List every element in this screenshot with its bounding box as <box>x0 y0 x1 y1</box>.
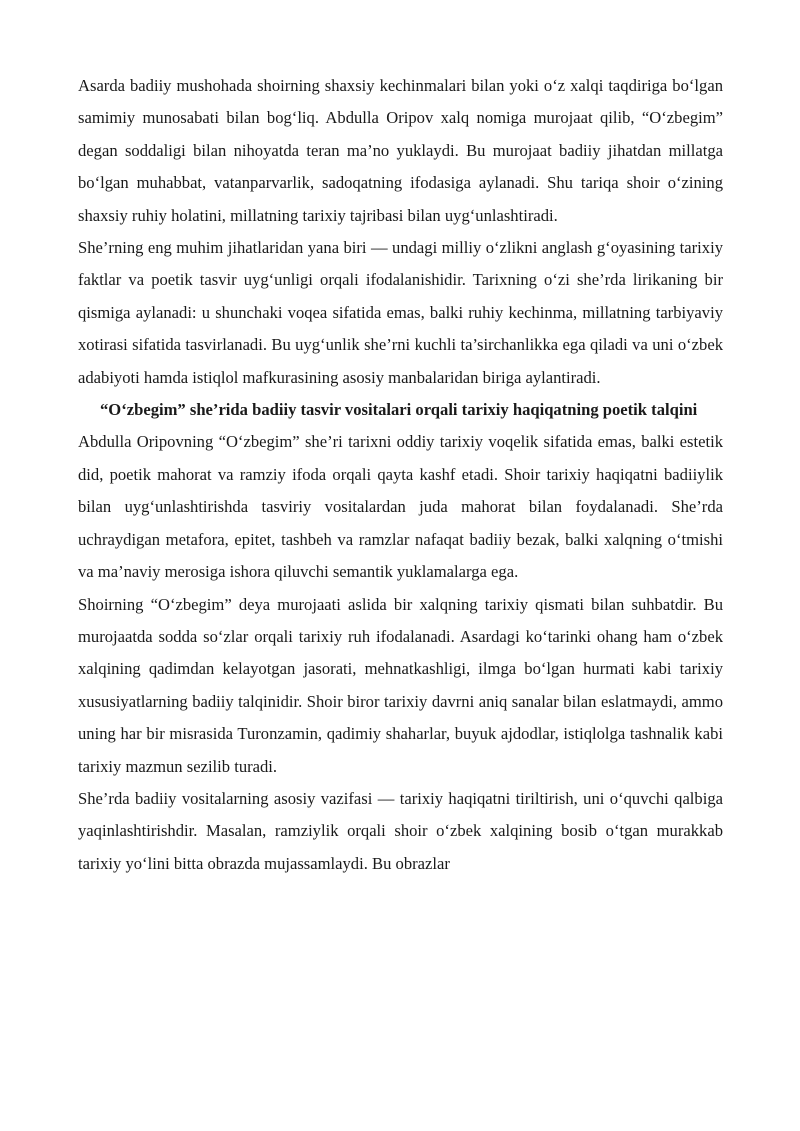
section-heading <box>78 394 723 426</box>
section-heading-text: “O‘zbegim” she’rida badiiy tasvir vositalari orqali tarixiy haqiqatning poetik talqini <box>100 400 698 420</box>
paragraph: Abdulla Oripovning “O‘zbegim” she’ri tarixni oddiy tarixiy voqelik sifatida emas, balki estetik did, poetik mahorat va ramziy ifoda orqali qayta kashf etadi. Shoir tarixiy haqiqatni badiiylik bilan uyg‘unlashtirishda tasviriy vositalardan juda mahorat bilan foydalanadi. She’rda uchraydigan metafora, epitet, tashbeh va ramzlar nafaqat badiiy bezak, balki xalqning o‘tmishi va ma’naviy merosiga ishora qiluvchi semantik yuklamalarga ega. <box>78 432 723 582</box>
document-page <box>78 70 723 880</box>
paragraph: Asarda badiiy mushohada shoirning shaxsiy kechinmalari bilan yoki o‘z xalqi taqdiriga bo‘lgan samimiy munosabati bilan bog‘liq. Abdulla Oripov xalq nomiga murojaat qilib, “O‘zbegim” degan soddaligi bilan nihoyatda teran ma’no yuklaydi. Bu murojaat badiiy jihatdan millatga bo‘lgan muhabbat, vatanparvarlik, sadoqatning ifodasiga aylanadi. Shu tariqa shoir o‘zining shaxsiy ruhiy holatini, millatning tarixiy tajribasi bilan uyg‘unlashtiradi. <box>78 76 723 225</box>
paragraph: Shoirning “O‘zbegim” deya murojaati aslida bir xalqning tarixiy qismati bilan suhbatdir. Bu murojaatda sodda so‘zlar orqali tarixiy ruh ifodalanadi. Asardagi ko‘tarinki ohang ham o‘zbek xalqining qadimdan kelayotgan jasorati, mehnatkashligi, ilmga bo‘lgan hurmati kabi tarixiy xususiyatlarning badiiy talqinidir. Shoir biror tarixiy davrni aniq sanalar bilan eslatmaydi, ammo uning har bir misrasida Turonzamin, qadimiy shaharlar, buyuk ajdodlar, istiqlolga tashnalik kabi tarixiy mazmun sezilib turadi. <box>78 594 723 776</box>
paragraph: She’rda badiiy vositalarning asosiy vazifasi — tarixiy haqiqatni tiriltirish, uni o‘quvchi qalbiga yaqinlashtirishdir. Masalan, ramziylik orqali shoir o‘zbek xalqining bosib o‘tgan murakkab tarixiy yo‘lini bitta obrazda mujassamlaydi. Bu obrazlar <box>78 788 723 873</box>
paragraph: She’rning eng muhim jihatlaridan yana biri — undagi milliy o‘zlikni anglash g‘oyasining tarixiy faktlar va poetik tasvir uyg‘unligi orqali ifodalanishidir. Tarixning o‘zi she’rda lirikaning bir qismiga aylanadi: u shunchaki voqea sifatida emas, balki ruhiy kechinma, millatning tarbiyaviy xotirasi sifatida tasvirlanadi. Bu uyg‘unlik she’rni kuchli ta’sirchanlikka ega qiladi va uni o‘zbek adabiyoti hamda istiqlol mafkurasining asosiy manbalaridan biriga aylantiradi. <box>78 238 723 387</box>
